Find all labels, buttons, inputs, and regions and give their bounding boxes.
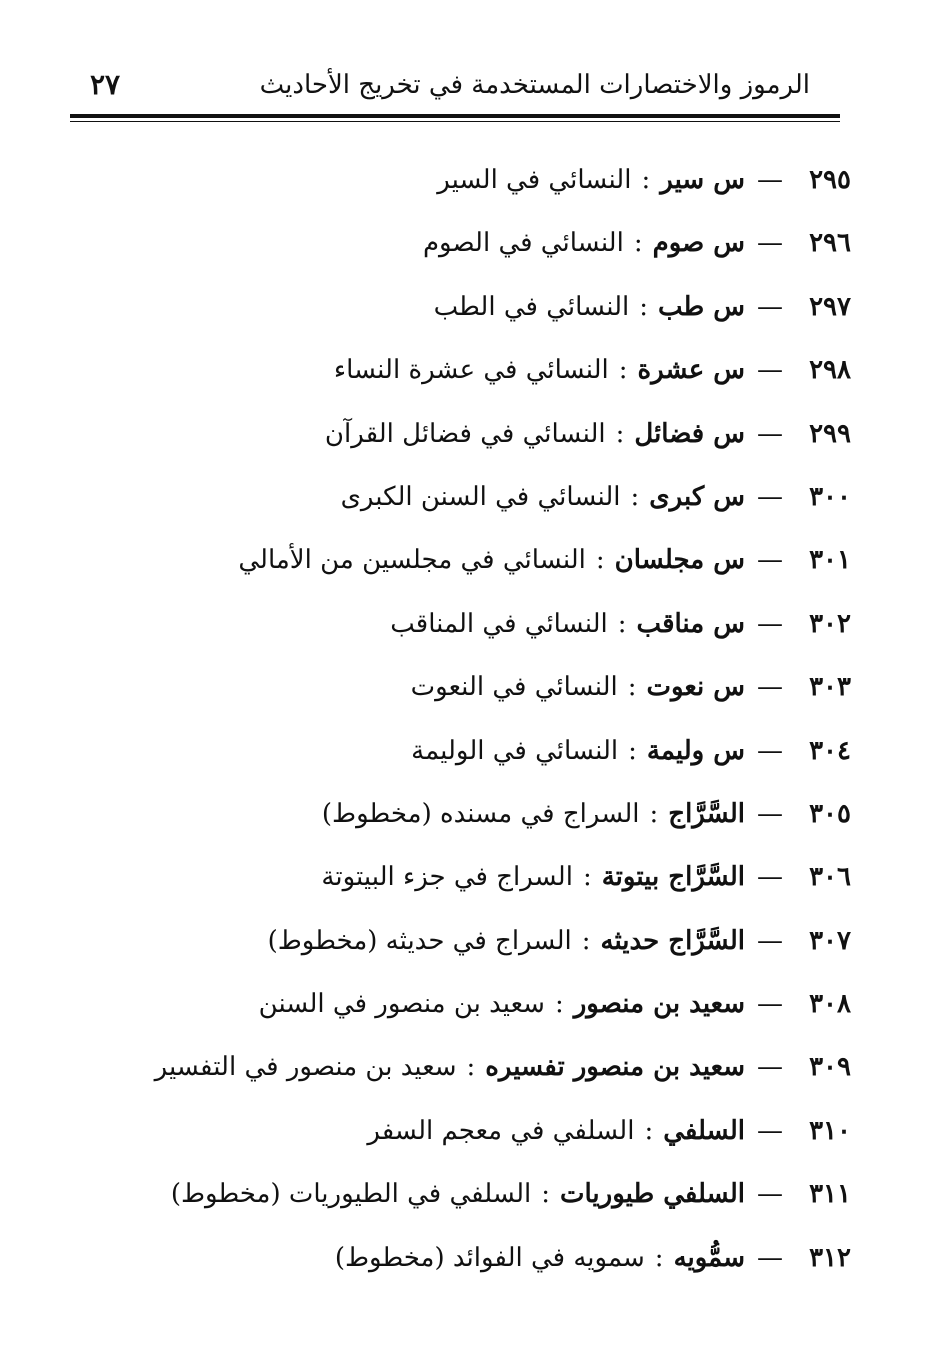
entry-abbreviation: س كبرى xyxy=(649,481,745,512)
entry-separator: : xyxy=(582,862,592,893)
entry-number: ٣٠٨ xyxy=(809,989,851,1020)
list-item xyxy=(131,974,851,1037)
entry-meaning: النسائي في الوليمة xyxy=(411,735,619,766)
entry-number: ٣٠٠ xyxy=(809,481,851,512)
entry-meaning: السراج في مسنده (مخطوط) xyxy=(321,798,640,829)
entry-dash: — xyxy=(757,1242,783,1273)
entry-dash: — xyxy=(757,418,783,449)
entry-number: ٣٠٩ xyxy=(809,1052,851,1083)
running-title: الرموز والاختصارات المستخدمة في تخريج الأحاديث xyxy=(259,70,810,100)
entry-number: ٢٩٧ xyxy=(809,291,851,322)
entry-dash: — xyxy=(757,481,783,512)
entry-meaning: السراج في حديثه (مخطوط) xyxy=(267,925,572,956)
list-item xyxy=(131,911,851,974)
entry-number: ٣٠١ xyxy=(809,545,851,576)
entry-abbreviation: السلفي طيوريات xyxy=(560,1179,745,1210)
entry-dash: — xyxy=(757,1052,783,1083)
entry-separator: : xyxy=(466,1052,476,1083)
abbreviation-list xyxy=(131,150,851,1291)
list-item xyxy=(131,594,851,657)
list-item xyxy=(131,721,851,784)
entry-abbreviation: السَّرَّاج xyxy=(668,798,745,829)
entry-dash: — xyxy=(757,545,783,576)
entry-meaning: النسائي في المناقب xyxy=(390,608,608,639)
entry-meaning: النسائي في الطب xyxy=(433,291,630,322)
entry-dash: — xyxy=(757,291,783,322)
entry-separator: : xyxy=(644,1115,654,1146)
entry-abbreviation: س وليمة xyxy=(646,735,745,766)
entry-abbreviation: سمُّويه xyxy=(673,1242,745,1273)
entry-abbreviation: س عشرة xyxy=(637,355,745,386)
entry-abbreviation: سعيد بن منصور تفسيره xyxy=(485,1052,745,1083)
entry-number: ٣٠٣ xyxy=(809,672,851,703)
entry-meaning: السلفي في معجم السفر xyxy=(367,1115,635,1146)
entry-number: ٢٩٥ xyxy=(809,165,851,195)
entry-dash: — xyxy=(757,798,783,829)
entry-number: ٣٠٥ xyxy=(809,798,851,829)
entry-dash: — xyxy=(757,355,783,386)
entry-number: ٣٠٢ xyxy=(809,608,851,639)
list-item xyxy=(131,784,851,847)
entry-separator: : xyxy=(618,355,628,386)
entry-dash: — xyxy=(757,228,783,259)
list-item xyxy=(131,1164,851,1227)
entry-abbreviation: س فضائل xyxy=(634,418,745,449)
page-number: ٢٧ xyxy=(90,68,121,101)
entry-dash: — xyxy=(757,608,783,639)
entry-separator: : xyxy=(630,481,640,512)
entry-number: ٣٠٤ xyxy=(809,735,851,766)
entry-abbreviation: السلفي xyxy=(663,1115,745,1146)
entry-number: ٢٩٨ xyxy=(809,355,851,386)
entry-separator: : xyxy=(633,228,643,259)
entry-dash: — xyxy=(757,1179,783,1210)
entry-dash: — xyxy=(757,1115,783,1146)
page-header xyxy=(70,66,840,112)
entry-meaning: النسائي في الصوم xyxy=(422,228,624,259)
list-item xyxy=(131,340,851,403)
entry-meaning: السراج في جزء البيتوتة xyxy=(321,862,573,893)
entry-number: ٢٩٦ xyxy=(809,228,851,259)
entry-abbreviation: سعيد بن منصور xyxy=(573,989,745,1020)
entry-separator: : xyxy=(581,925,591,956)
entry-number: ٢٩٩ xyxy=(809,418,851,449)
entry-abbreviation: س مجلسان xyxy=(614,545,745,576)
list-item xyxy=(131,847,851,910)
entry-abbreviation: س مناقب xyxy=(636,608,745,639)
entry-meaning: سعيد بن منصور في السنن xyxy=(258,989,545,1020)
entry-meaning: سعيد بن منصور في التفسير xyxy=(154,1052,457,1083)
entry-separator: : xyxy=(617,608,627,639)
header-rule-thick xyxy=(70,114,840,118)
entry-separator: : xyxy=(649,798,659,829)
entry-separator: : xyxy=(627,672,637,703)
entry-dash: — xyxy=(757,862,783,893)
entry-meaning: السلفي في الطيوريات (مخطوط) xyxy=(170,1179,532,1210)
entry-number: ٣١١ xyxy=(809,1179,851,1210)
entry-number: ٣٠٦ xyxy=(809,862,851,893)
entry-dash: — xyxy=(757,989,783,1020)
entry-dash: — xyxy=(757,735,783,766)
entry-separator: : xyxy=(628,735,637,766)
entry-separator: : xyxy=(641,165,651,195)
entry-separator: : xyxy=(615,418,625,449)
entry-separator: : xyxy=(541,1179,551,1210)
entry-meaning: سمويه في الفوائد (مخطوط) xyxy=(334,1242,645,1273)
list-item xyxy=(131,1101,851,1164)
entry-dash: — xyxy=(757,672,783,703)
list-item xyxy=(131,1228,851,1291)
entry-number: ٣١٠ xyxy=(809,1115,851,1146)
entry-separator: : xyxy=(654,1242,664,1273)
entry-abbreviation: السَّرَّاج بيتوتة xyxy=(601,862,745,893)
list-item xyxy=(131,657,851,720)
entry-abbreviation: س سير xyxy=(660,165,745,195)
header-rule-thin xyxy=(70,121,840,122)
entry-meaning: النسائي في فضائل القرآن xyxy=(324,418,606,449)
list-item xyxy=(131,150,851,213)
entry-meaning: النسائي في السير xyxy=(437,165,632,195)
entry-dash: — xyxy=(757,925,783,956)
list-item xyxy=(131,277,851,340)
list-item xyxy=(131,404,851,467)
entry-separator: : xyxy=(595,545,605,576)
entry-abbreviation: س نعوت xyxy=(646,672,745,703)
entry-abbreviation: س طب xyxy=(657,291,745,322)
entry-meaning: النسائي في السنن الكبرى xyxy=(340,481,621,512)
entry-meaning: النسائي في مجلسين من الأمالي xyxy=(238,545,586,576)
list-item xyxy=(131,530,851,593)
entry-separator: : xyxy=(639,291,648,322)
list-item xyxy=(131,467,851,530)
entry-dash: — xyxy=(757,165,783,195)
entry-abbreviation: س صوم xyxy=(652,228,745,259)
list-item xyxy=(131,1037,851,1100)
list-item xyxy=(131,213,851,276)
entry-meaning: النسائي في النعوت xyxy=(410,672,618,703)
entry-abbreviation: السَّرَّاج حديثه xyxy=(600,925,745,956)
entry-separator: : xyxy=(554,989,564,1020)
entry-number: ٣٠٧ xyxy=(809,925,851,956)
entry-number: ٣١٢ xyxy=(809,1242,851,1273)
entry-meaning: النسائي في عشرة النساء xyxy=(333,355,609,386)
